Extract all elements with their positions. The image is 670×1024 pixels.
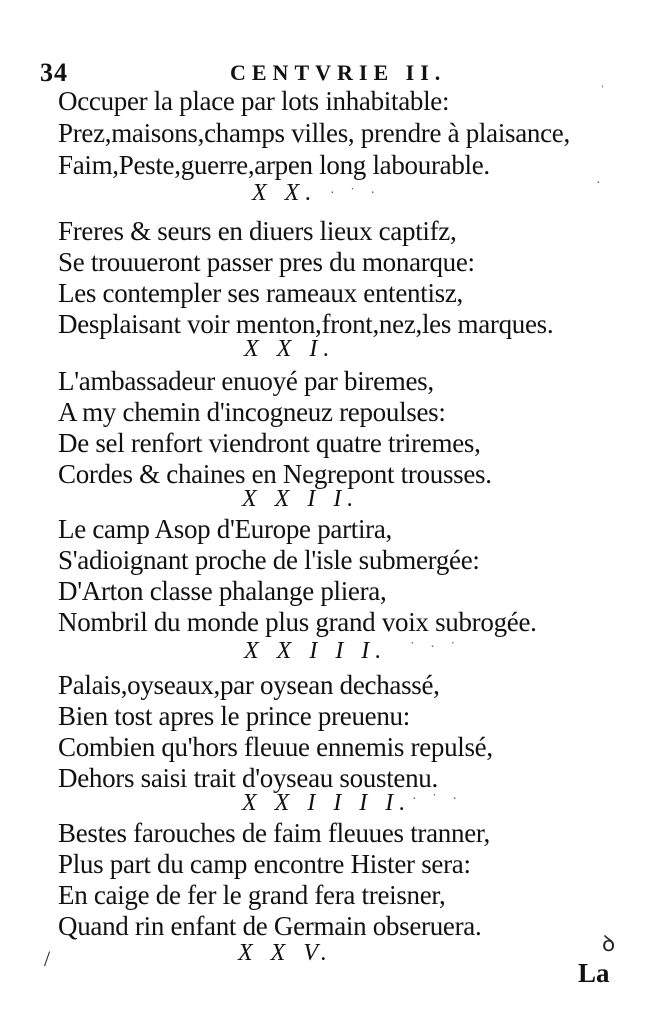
verse-line: Nombril du monde plus grand voix subrogée. (58, 607, 537, 637)
ink-specks: · ˙ · (330, 186, 381, 201)
catchword: La (578, 958, 610, 988)
verse-line: Le camp Asop d'Europe partira, (58, 514, 392, 544)
ink-specks: · ˙ · (412, 792, 463, 807)
verse-line: Quand rin enfant de Germain obseruera. (58, 911, 482, 941)
verse-line: D'Arton classe phalange pliera, (58, 576, 387, 606)
verse-line: Les contempler ses rameaux ententisz, (58, 278, 463, 308)
quatrain-heading: X X I I I I. (242, 790, 412, 816)
verse-line: Plus part du camp encontre Hister sera: (58, 849, 471, 879)
verse-line: En caige de fer le grand fera treisner, (58, 880, 446, 910)
verse-line: S'adioignant proche de l'isle submergée: (58, 545, 480, 575)
page-number: 34 (40, 58, 68, 87)
marginal-mark: / (44, 946, 51, 971)
verse-line: De sel renfort viendront quatre triremes, (58, 428, 481, 458)
verse-line: Occuper la place par lots inhabitable: (58, 86, 450, 116)
verse-line: Bien tost apres le prince preuenu: (58, 701, 410, 731)
running-head: CENTVRIE II. (230, 60, 447, 85)
verse-line: Prez,maisons,champs villes, prendre à plaisance, (58, 118, 570, 148)
verse-line: Desplaisant voir menton,front,nez,les marques. (58, 309, 554, 339)
ink-specks: ˈ (600, 84, 611, 99)
ink-specks: ˙ · ˙ (410, 640, 461, 655)
verse-line: Cordes & chaines en Negrepont trousses. (58, 459, 492, 489)
verse-line: Palais,oyseaux,par oysean dechassé, (58, 670, 440, 700)
quatrain-heading: X X I I I. (244, 638, 388, 664)
verse-line: Dehors saisi trait d'oyseau soustenu. (58, 763, 438, 793)
quatrain-heading: X X I. (244, 336, 336, 362)
marginal-mark: ꝺ (602, 931, 616, 956)
quatrain-heading: X X I I. (242, 486, 360, 512)
verse-line: Bestes farouches de faim fleuues tranner, (58, 818, 490, 848)
verse-line: Faim,Peste,guerre,arpen long labourable. (58, 150, 490, 180)
verse-line: Se trouueront passer pres du monarque: (58, 247, 475, 277)
quatrain-heading: X X. (252, 180, 318, 206)
quatrain-heading: X X V. (238, 940, 333, 966)
verse-line: Freres & seurs en diuers lieux captifz, (58, 216, 457, 246)
verse-line: L'ambassadeur enuoyé par biremes, (58, 366, 434, 396)
verse-line: A my chemin d'incogneuz repoulses: (58, 397, 446, 427)
ink-specks: · (596, 176, 607, 191)
verse-line: Combien qu'hors fleuue ennemis repulsé, (58, 732, 493, 762)
